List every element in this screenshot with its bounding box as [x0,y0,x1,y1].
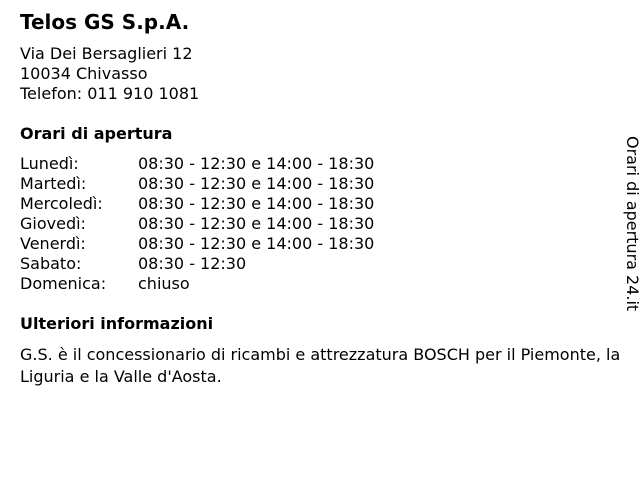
hours-time: 08:30 - 12:30 e 14:00 - 18:30 [138,154,375,173]
hours-time: 08:30 - 12:30 e 14:00 - 18:30 [138,194,375,213]
hours-time: 08:30 - 12:30 e 14:00 - 18:30 [138,214,375,233]
hours-row [20,174,440,194]
hours-row [20,234,440,254]
info-text: G.S. è il concessionario di ricambi e attrezzatura BOSCH per il Piemonte, la Liguria e la Valle d'Aosta. [20,345,621,386]
hours-time: 08:30 - 12:30 e 14:00 - 18:30 [138,234,375,253]
hours-day: Domenica: [20,274,107,293]
city-address: 10034 Chivasso [20,64,148,83]
hours-row [20,194,440,214]
hours-day: Martedì: [20,174,87,193]
address-block [20,44,199,104]
phone-number: Telefon: 011 910 1081 [20,84,200,103]
hours-time: 08:30 - 12:30 e 14:00 - 18:30 [138,174,375,193]
hours-row [20,274,440,294]
hours-row [20,254,440,274]
hours-day: Sabato: [20,254,82,273]
hours-row [20,214,440,234]
info-heading: Ulteriori informazioni [20,314,214,333]
street-address: Via Dei Bersaglieri 12 [20,44,193,63]
watermark: Orari di apertura 24.it [623,136,642,312]
hours-row [20,154,440,174]
hours-heading: Orari di apertura [20,124,173,143]
hours-time: 08:30 - 12:30 [138,254,247,273]
hours-table [20,154,440,294]
hours-time: chiuso [138,274,190,293]
hours-day: Giovedì: [20,214,86,233]
hours-day: Mercoledì: [20,194,103,213]
hours-day: Venerdì: [20,234,86,253]
hours-day: Lunedì: [20,154,79,173]
business-name: Telos GS S.p.A. [20,10,190,34]
